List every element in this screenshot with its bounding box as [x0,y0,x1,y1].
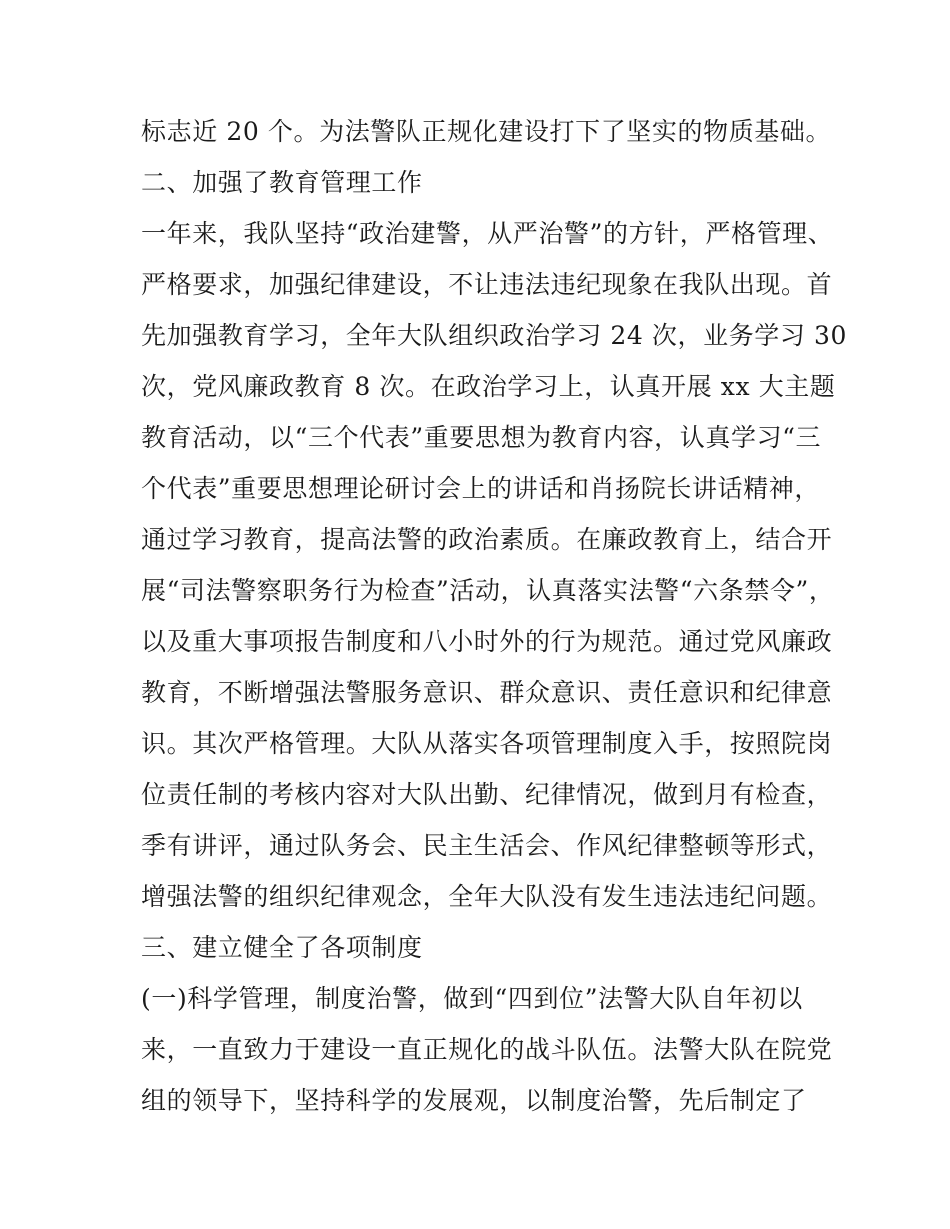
text-line: 严格要求，加强纪律建设，不让违法违纪现象在我队出现。首 [141,270,833,299]
text-line: 季有讲评，通过队务会、民主生活会、作风纪律整顿等形式， [141,831,833,860]
text-line: 增强法警的组织纪律观念，全年大队没有发生违法违纪问题。 [141,882,833,911]
text-line: 以及重大事项报告制度和八小时外的行为规范。通过党风廉政 [141,627,833,656]
section-heading: 二、加强了教育管理工作 [141,168,423,197]
text-line: 一年来，我队坚持“政治建警，从严治警”的方针，严格管理、 [141,219,834,248]
section-heading: 三、建立健全了各项制度 [141,933,423,962]
text-line: 先加强教育学习，全年大队组织政治学习 24 次，业务学习 30 [141,321,848,350]
text-line: (一)科学管理，制度治警，做到“四到位”法警大队自年初以 [141,984,803,1013]
body-text [141,106,848,1126]
text-line: 展“司法警察职务行为检查”活动，认真落实法警“六条禁令”， [141,576,835,605]
text-line: 位责任制的考核内容对大队出勤、纪律情况，做到月有检查， [141,780,833,809]
text-line: 通过学习教育，提高法警的政治素质。在廉政教育上，结合开 [141,525,833,554]
text-line: 次，党风廉政教育 8 次。在政治学习上，认真开展 xx 大主题 [141,372,836,401]
text-line: 标志近 20 个。为法警队正规化建设打下了坚实的物质基础。 [141,117,832,146]
text-line: 来，一直致力于建设一直正规化的战斗队伍。法警大队在院党 [141,1035,833,1064]
text-line: 教育活动，以“三个代表”重要思想为教育内容，认真学习“三 [141,423,822,452]
text-line: 组的领导下，坚持科学的发展观，以制度治警，先后制定了 [141,1086,807,1115]
text-line: 识。其次严格管理。大队从落实各项管理制度入手，按照院岗 [141,729,833,758]
text-line: 教育，不断增强法警服务意识、群众意识、责任意识和纪律意 [141,678,833,707]
text-line: 个代表”重要思想理论研讨会上的讲话和肖扬院长讲话精神， [141,474,820,503]
